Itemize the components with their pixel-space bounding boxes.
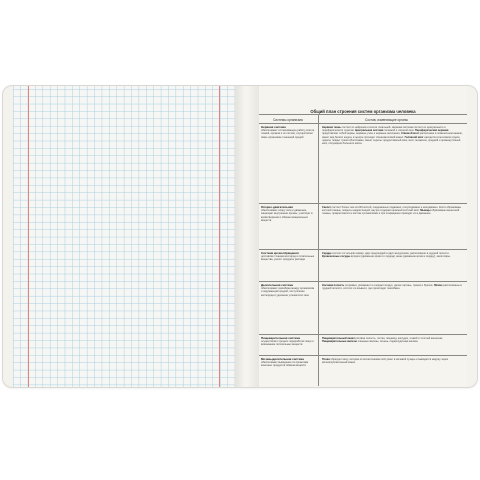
system-name: Система кровообращения [261,251,299,255]
system-description: обеспечивает газообмен между организмом и окружающей средой, поступление кислорода и удаление углекислого газа [261,287,315,297]
organ-term: Спинной мозг [401,132,419,136]
organ-text: находится в мозговом отделе черепа, покрыт тремя оболочками, имеет отделы: продолговатый мозг, мост, мозжечок, средний и промежуточный мозг, полушария большого мозга. [322,135,461,146]
column-header-systems: Системы организма [273,117,303,122]
organs-cell [322,284,464,290]
system-name: Дыхательная система [261,283,293,287]
gutter [235,86,259,387]
system-cell [261,337,315,347]
system-name: Мочевыделительная система [261,357,304,361]
organ-text: расположен в позвоночном канале, имеет вид белого шнура, в центре проходит спинномозговой канал. [322,132,463,139]
system-cell [261,126,315,139]
organs-cell [322,206,464,216]
table-row [259,249,467,282]
organ-text: образованы мышечной тканью, прикрепляются к костям сухожилиями и при сокращении приводят их в движение. [322,209,460,216]
organ-term: Пищеварительный канал [322,337,355,340]
system-description: осуществляет процесс переработки пищи и всасывание питательных веществ [261,340,314,347]
organ-term: Носовая полость [322,284,345,287]
table-row [259,281,467,335]
organ-term: Скелет [322,206,331,209]
system-description: обеспечивает опору тела и движение, защищает внутренние органы, участвует в кроветворении и обмене минеральных веществ [261,209,313,222]
organ-text: артерии (движение крови от сердца), вены (движение крови к сердцу), капилляры. [350,255,451,259]
organ-term: Нервная ткань [322,126,341,129]
organ-text: представляет собой нервы, нервные узлы и нервные окончания. [322,132,401,136]
organ-term: Почки [322,358,330,361]
organ-text: ротовая полость, глотка, пищевод, желудок, тонкий и толстый кишечник. [355,337,444,340]
organs-cell [322,126,464,145]
table-row [259,334,467,356]
organ-text: образуют мочу, которая по мочеточникам поступает в мочевой пузырь и выводится наружу через мочеиспускательный канал. [322,358,449,365]
organ-term: Центральная система [355,129,384,133]
organ-text: состоит более чем из 200 костей, соединённых подвижно, полуподвижно и неподвижно. Кости образованы костной тканью, покрыты надкостницей, внутри содержат красный костный мозг. [322,206,462,213]
organ-term: Лёгкие [433,284,443,287]
organs-cell [322,337,464,343]
system-description: обеспечивает выведение из организма конечных продуктов обмена веществ [261,361,309,368]
organ-text: согревает, увлажняет и очищает воздух, далее гортань, трахея и бронхи. [344,284,434,287]
margin-line-left [28,86,29,387]
organ-systems-table [259,114,467,386]
system-cell [261,252,315,262]
organ-term: Мышцы [420,209,431,213]
system-cell [261,206,315,222]
table-title: Общий план строения систем организма человека [310,109,416,114]
table-row [259,203,467,250]
reference-page [259,86,467,387]
system-name: Нервная система [261,125,286,129]
system-name: Пищеварительная система [261,336,300,340]
organ-term: Периферическая нервная [415,129,449,133]
organ-term: Пищеварительные железы [322,340,357,344]
organs-cell [322,358,464,364]
column-header-organs: Состав, изменяющие органы [365,117,408,122]
margin-line-right [219,86,220,387]
system-description: обеспечивает согласованную работу клеток, тканей, органов и их систем, осуществляет связь организма с внешней средой [261,129,315,139]
organ-text: головной и спинной мозг. [384,129,415,133]
organ-text: расположены в грудной полости, состоят из альвеол, где происходит газообмен. [322,284,462,291]
notebook-spread [3,86,477,387]
organ-text: состоит из четырёх камер: двух предсердий и двух желудочков, расположено в грудной полости. [332,252,450,255]
system-description: доставляет тканям кислород и питательные вещества, уносит продукты распада [261,255,315,262]
organ-term: Сердце [322,252,332,255]
system-name: Опорно-двигательная [261,205,293,209]
organs-cell [322,252,464,258]
organ-term: Головной мозг [404,135,424,139]
grid-page [13,86,235,387]
organ-text: состоит из нейронов и клеток глиальной. Нервная система состоит из центрального и периферического отделов. [322,126,446,133]
table-row [259,355,467,386]
table-row [259,123,467,204]
system-cell [261,358,315,368]
organ-text: слюнные железы, печень, поджелудочная железа. [357,340,419,344]
organ-term: Кровеносные сосуды [322,255,350,259]
system-cell [261,284,315,297]
